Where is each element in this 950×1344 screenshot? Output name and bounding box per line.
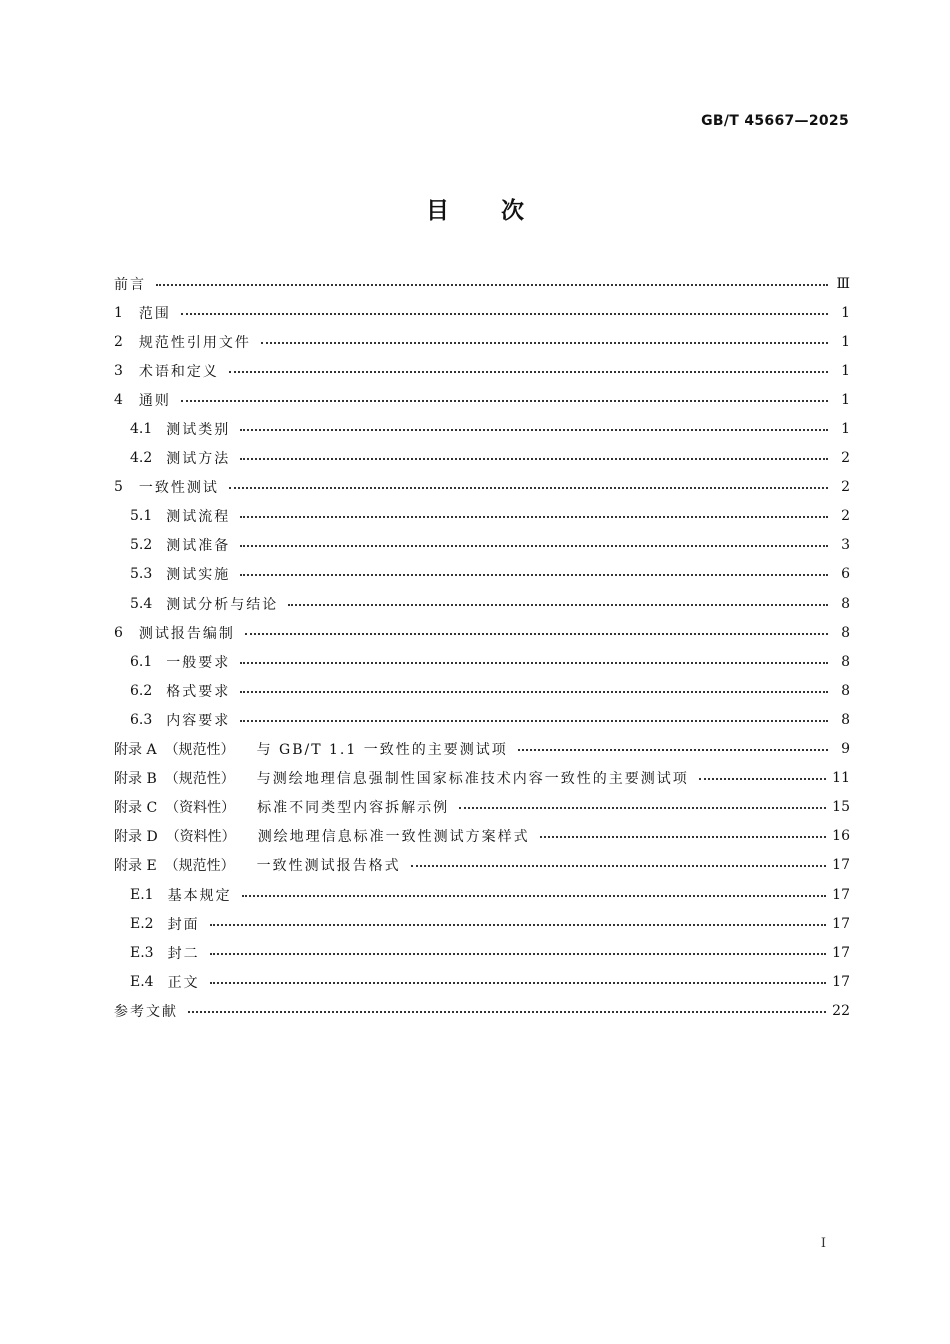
toc-entry-page: 2 (841, 450, 850, 467)
toc-dot-leader (181, 400, 828, 402)
toc-entry-page: 17 (832, 857, 850, 874)
toc-entry[interactable] (114, 444, 850, 473)
toc-entry-number: 5.2 (130, 537, 153, 554)
toc-entry-number: 附录 B (114, 771, 157, 788)
toc-entry-label: 与 GB/T 1.1 一致性的主要测试项 (256, 742, 508, 759)
toc-entry-number: 1 (114, 304, 123, 321)
toc-entry-number: E.4 (130, 973, 154, 990)
toc-entry[interactable] (114, 473, 850, 502)
toc-entry[interactable] (114, 560, 850, 589)
toc-title: 目次 (426, 198, 576, 224)
toc-dot-leader (229, 371, 828, 373)
toc-dot-leader (540, 836, 826, 838)
toc-entry-label: 测试实施 (166, 567, 231, 584)
toc-entry-page: 17 (832, 973, 850, 990)
toc-entry-page: 15 (832, 799, 850, 816)
toc-entry-page: 17 (832, 915, 850, 932)
toc-entry[interactable] (114, 822, 850, 851)
toc-entry-label: 封二 (167, 945, 200, 962)
toc-entry-label: 一致性测试报告格式 (256, 858, 401, 875)
toc-entry-label: 标准不同类型内容拆解示例 (257, 800, 450, 817)
table-of-contents (114, 269, 850, 1025)
toc-dot-leader (242, 895, 827, 897)
toc-entry-page: 1 (841, 362, 850, 379)
toc-entry[interactable] (114, 938, 850, 967)
toc-entry-category: （资料性） (165, 800, 236, 817)
toc-entry-page: Ⅲ (836, 275, 850, 292)
toc-dot-leader (411, 865, 827, 867)
toc-dot-leader (240, 574, 828, 576)
toc-entry[interactable] (114, 618, 850, 647)
toc-entry[interactable] (114, 356, 850, 385)
toc-entry-label: 测试分析与结论 (166, 596, 279, 613)
toc-entry-number: 5.4 (130, 595, 153, 612)
toc-entry-number: 附录 A (114, 742, 157, 759)
toc-dot-leader (188, 1011, 826, 1013)
toc-entry-page: 16 (832, 828, 850, 845)
toc-entry[interactable] (114, 764, 850, 793)
toc-entry[interactable] (114, 385, 850, 414)
toc-entry-category: （规范性） (164, 742, 235, 759)
toc-entry-label: 术语和定义 (138, 363, 219, 380)
toc-entry-page: 3 (841, 537, 850, 554)
toc-entry-number: 4.1 (130, 421, 153, 438)
toc-dot-leader (240, 545, 828, 547)
toc-entry-page: 2 (841, 508, 850, 525)
toc-entry-label: 规范性引用文件 (138, 334, 251, 351)
toc-entry-label: 正文 (167, 974, 200, 991)
toc-entry-number: E.1 (130, 886, 154, 903)
toc-entry[interactable] (114, 909, 850, 938)
toc-entry-label: 内容要求 (166, 712, 231, 729)
toc-entry-page: 8 (841, 624, 850, 641)
toc-entry-number: 6.3 (130, 711, 153, 728)
toc-dot-leader (518, 749, 828, 751)
toc-entry-number: 4 (114, 391, 123, 408)
toc-entry-page: 9 (841, 741, 850, 758)
toc-entry[interactable] (114, 793, 850, 822)
toc-entry[interactable] (114, 414, 850, 443)
toc-entry-number: E.2 (130, 915, 154, 932)
toc-dot-leader (240, 516, 828, 518)
toc-entry-page: 6 (841, 566, 850, 583)
toc-dot-leader (156, 284, 828, 286)
toc-entry-label: 通则 (138, 392, 171, 409)
toc-entry[interactable] (114, 705, 850, 734)
toc-dot-leader (699, 778, 826, 780)
toc-dot-leader (288, 604, 828, 606)
toc-entry-page: 1 (841, 304, 850, 321)
toc-dot-leader (229, 487, 828, 489)
toc-entry[interactable] (114, 967, 850, 996)
standard-number: GB/T 45667—2025 (701, 113, 849, 129)
toc-entry-label: 封面 (167, 916, 200, 933)
toc-entry-label: 测绘地理信息标准一致性测试方案样式 (257, 829, 530, 846)
toc-entry-label: 测试流程 (166, 509, 231, 526)
toc-dot-leader (240, 662, 828, 664)
toc-entry-page: 8 (841, 595, 850, 612)
toc-entry-page: 1 (841, 391, 850, 408)
toc-dot-leader (210, 924, 827, 926)
toc-entry-number: 2 (114, 333, 123, 350)
toc-entry-label: 范围 (138, 305, 171, 322)
toc-entry-page: 17 (832, 944, 850, 961)
toc-entry[interactable] (114, 269, 850, 298)
toc-entry-page: 2 (841, 479, 850, 496)
toc-entry-number: 3 (114, 362, 123, 379)
toc-entry-label: 基本规定 (167, 887, 232, 904)
toc-dot-leader (210, 982, 827, 984)
page-number: I (820, 1236, 826, 1251)
toc-entry[interactable] (114, 851, 850, 880)
toc-entry[interactable] (114, 589, 850, 618)
toc-entry-number: 5 (114, 479, 123, 496)
toc-entry[interactable] (114, 880, 850, 909)
toc-entry-number: 6.1 (130, 653, 153, 670)
toc-entry-page: 17 (832, 886, 850, 903)
toc-dot-leader (240, 458, 828, 460)
toc-dot-leader (240, 720, 828, 722)
toc-dot-leader (240, 429, 828, 431)
toc-entry-label: 测试方法 (166, 451, 231, 468)
toc-entry-label: 前言 (114, 276, 146, 293)
toc-entry-category: （资料性） (165, 829, 236, 846)
toc-entry-number: 6 (114, 624, 123, 641)
toc-entry-label: 一致性测试 (138, 480, 219, 497)
toc-dot-leader (261, 342, 828, 344)
toc-entry-number: 5.1 (130, 508, 153, 525)
toc-entry[interactable] (114, 298, 850, 327)
toc-entry-category: （规范性） (164, 771, 235, 788)
toc-entry-number: 4.2 (130, 450, 153, 467)
toc-entry-label: 一般要求 (166, 654, 231, 671)
toc-entry-number: 附录 E (114, 858, 157, 875)
toc-entry-category: （规范性） (164, 858, 235, 875)
toc-entry-number: 附录 C (114, 800, 158, 817)
toc-dot-leader (245, 633, 828, 635)
toc-entry-label: 测试类别 (166, 422, 231, 439)
toc-entry-page: 1 (841, 421, 850, 438)
toc-dot-leader (459, 807, 826, 809)
toc-dot-leader (181, 313, 828, 315)
toc-dot-leader (240, 691, 828, 693)
toc-entry-page: 8 (841, 711, 850, 728)
toc-entry-page: 1 (841, 333, 850, 350)
toc-dot-leader (210, 953, 827, 955)
toc-entry-label: 测试准备 (166, 538, 231, 555)
toc-entry-label: 格式要求 (166, 683, 231, 700)
toc-entry-label: 参考文献 (114, 1003, 178, 1020)
toc-entry-number: 5.3 (130, 566, 153, 583)
toc-entry[interactable] (114, 735, 850, 764)
toc-entry-page: 11 (832, 770, 850, 787)
toc-entry-label: 测试报告编制 (138, 625, 235, 642)
toc-entry-page: 8 (841, 653, 850, 670)
toc-entry[interactable] (114, 502, 850, 531)
toc-entry-label: 与测绘地理信息强制性国家标准技术内容一致性的主要测试项 (256, 771, 689, 788)
toc-entry-number: 附录 D (114, 829, 158, 846)
toc-entry[interactable] (114, 996, 850, 1025)
toc-entry[interactable] (114, 676, 850, 705)
toc-entry-page: 22 (832, 1002, 850, 1019)
toc-entry[interactable] (114, 647, 850, 676)
toc-entry-page: 8 (841, 682, 850, 699)
toc-entry-number: 6.2 (130, 682, 153, 699)
toc-entry[interactable] (114, 531, 850, 560)
toc-entry-number: E.3 (130, 944, 154, 961)
toc-entry[interactable] (114, 327, 850, 356)
